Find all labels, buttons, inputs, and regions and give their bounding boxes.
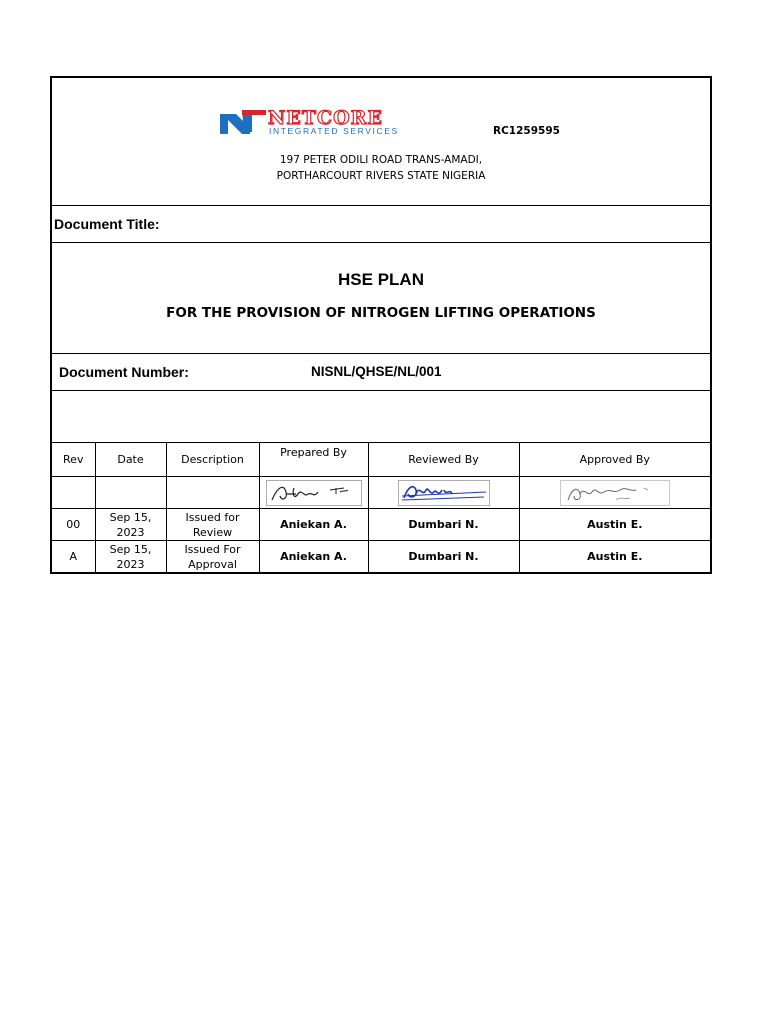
- description-cell: Issued For Approval: [166, 541, 259, 573]
- prepared-by-cell: Aniekan A.: [259, 509, 368, 541]
- signature-blank-description: [166, 477, 259, 509]
- approved-by-cell: Austin E.: [519, 541, 710, 573]
- blank-row: [52, 391, 710, 443]
- company-address: [52, 152, 710, 184]
- prepared-by-cell: Aniekan A.: [259, 541, 368, 573]
- netcore-logo: [220, 108, 490, 136]
- header-approved-by: Approved By: [519, 443, 710, 477]
- header-prepared-by: Prepared By: [259, 443, 368, 477]
- document-cover-sheet: [50, 76, 712, 574]
- svg-text:NETCORE: NETCORE: [268, 108, 383, 129]
- plan-title-block: [52, 243, 710, 354]
- date-cell: Sep 15, 2023: [95, 509, 166, 541]
- company-header: [52, 78, 710, 206]
- document-title-row: [52, 206, 710, 243]
- plan-subtitle: FOR THE PROVISION OF NITROGEN LIFTING OPERATIONS: [166, 305, 596, 321]
- registration-number: RC1259595: [493, 125, 560, 137]
- revision-table-container: [52, 443, 710, 572]
- header-rev: Rev: [52, 443, 95, 477]
- header-reviewed-by: Reviewed By: [368, 443, 519, 477]
- date-cell: Sep 15, 2023: [95, 541, 166, 573]
- rev-cell: 00: [52, 509, 95, 541]
- revision-table: [52, 443, 710, 572]
- description-cell: Issued for Review: [166, 509, 259, 541]
- address-line-1: 197 PETER ODILI ROAD TRANS-AMADI,: [279, 154, 483, 166]
- svg-text:INTEGRATED SERVICES: INTEGRATED SERVICES: [269, 126, 399, 136]
- revision-row-00: [52, 509, 710, 541]
- signature-blank-rev: [52, 477, 95, 509]
- document-number-row: [52, 354, 710, 391]
- header-date: Date: [95, 443, 166, 477]
- reviewed-by-signature: [368, 477, 519, 509]
- approved-by-cell: Austin E.: [519, 509, 710, 541]
- rev-cell: A: [52, 541, 95, 573]
- document-number-label: Document Number:: [59, 364, 189, 380]
- revision-row-a: [52, 541, 710, 573]
- reviewed-by-cell: Dumbari N.: [368, 509, 519, 541]
- address-line-2: PORTHARCOURT RIVERS STATE NIGERIA: [276, 170, 486, 182]
- signature-row: [52, 477, 710, 509]
- document-number-value: NISNL/QHSE/NL/001: [311, 364, 442, 379]
- reviewed-by-cell: Dumbari N.: [368, 541, 519, 573]
- header-description: Description: [166, 443, 259, 477]
- prepared-by-signature: [259, 477, 368, 509]
- revision-header-row: [52, 443, 710, 477]
- document-title-label: Document Title:: [54, 216, 160, 232]
- approved-by-signature: [519, 477, 710, 509]
- plan-title: HSE PLAN: [338, 270, 424, 289]
- signature-blank-date: [95, 477, 166, 509]
